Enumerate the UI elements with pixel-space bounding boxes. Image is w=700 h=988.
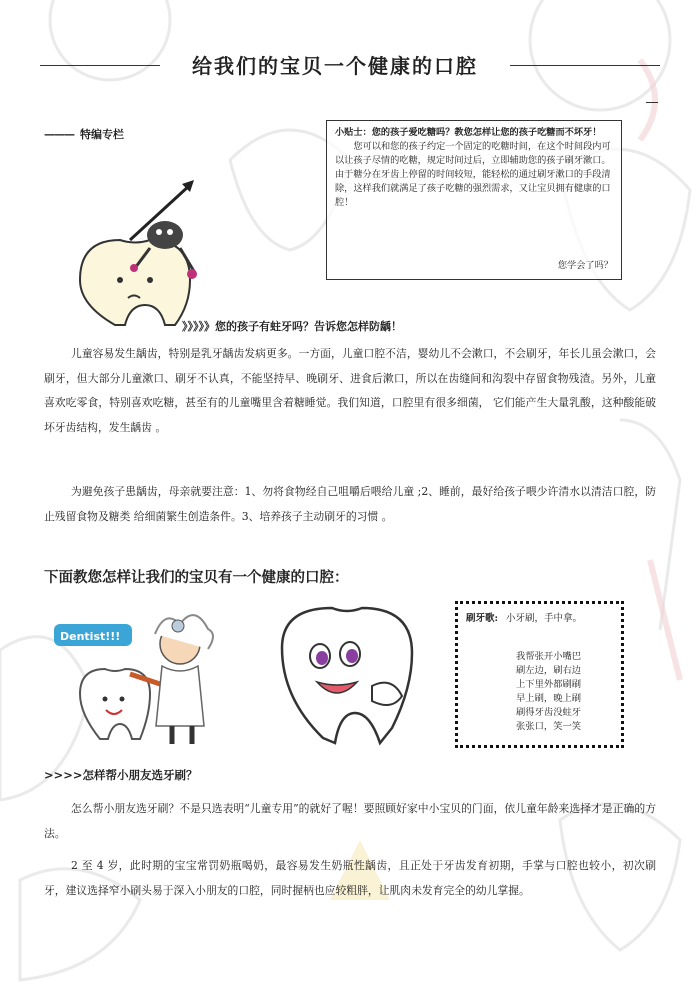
page-header xyxy=(40,50,660,80)
song-line: 张张口，笑一笑 xyxy=(516,721,582,732)
column-label xyxy=(44,126,124,142)
section-heading-cavity: 》》》》》您的孩子有蛀牙吗？告诉您怎样防龋！ xyxy=(182,320,402,333)
song-line: 刷左边，刷右边 xyxy=(516,665,582,676)
tip-title: 小贴士：您的孩子爱吃糖吗？教您怎样让您的孩子吃糖而不坏牙！ xyxy=(335,127,602,138)
column-name: 特编专栏 xyxy=(80,128,124,141)
paragraph-prevention: 为避免孩子患龋齿，母亲就要注意：1、勿将食物经自己咀嚼后喂给儿童 ;2、睡前，最好给孩子喂少许清水以清洁口腔，防止残留食物及糖类 给细菌繁生创造条件。3、培养孩子主动刷牙的习惯 。 xyxy=(44,485,656,523)
song-first-line: 小牙刷，手中拿。 xyxy=(506,613,583,624)
tip-box xyxy=(326,120,622,280)
teach-heading: 下面教您怎样让我们的宝贝有一个健康的口腔： xyxy=(44,570,349,586)
paragraph-age-2-4: 2 至 4 岁，此时期的宝宝常罚奶瓶喝奶，最容易发生奶瓶性龋齿，且正处于牙齿发育初期，手掌与口腔也较小，初次刷牙，建议选择窄小刷头易于深入小朋友的口腔，同时握柄也应较粗胖，让肌肉未发育完全的幼儿掌握。 xyxy=(44,859,656,897)
tip-body: 您可以和您的孩子约定一个固定的吃糖时间，在这个时间段内可以让孩子尽情的吃糖，规定时间过后，立即辅助您的孩子刷牙漱口。由于糖分在牙齿上停留的时间较短，能轻松的通过刷牙漱口的手段清除，这样我们就满足了孩子吃糖的强烈需求，又让宝贝拥有健康的口腔！ xyxy=(335,141,611,208)
paragraph-choose-brush: 怎么帮小朋友选牙刷？不是只选表明“儿童专用”的就好了喔！要照顾好家中小宝贝的门面，依儿童年龄来选择才是正确的方法。 xyxy=(44,802,656,840)
header-rule-left xyxy=(40,65,160,66)
paragraph-cavity-causes: 儿童容易发生龋齿，特别是乳牙龋齿发病更多。一方面，儿童口腔不洁，婴幼儿不会漱口，不会刷牙，年长儿虽会漱口，会刷牙，但大部分儿童漱口、刷牙不认真，不能坚持早、晚刷牙、进食后漱口，所以在齿缝间和沟裂中存留食物残渣。另外，儿童喜欢吃零食，特别喜欢吃糖，甚至有的儿童嘴里含着糖睡觉。我们知道，口腔里有很多细菌， 它们能产生大量乳酸，这种酸能破坏牙齿结构，发生龋齿 。 xyxy=(44,347,656,434)
page-title: 给我们的宝贝一个健康的口腔 xyxy=(192,54,478,78)
smiling-tooth-illustration xyxy=(262,598,422,758)
song-line: 上下里外都刷刷 xyxy=(516,679,582,690)
song-line: 我帮张开小嘴巴 xyxy=(516,651,582,662)
tip-closing: 您学会了吗？ xyxy=(557,260,613,271)
dentist-illustration xyxy=(50,604,230,750)
toothbrush-heading: >>>>怎样帮小朋友选牙刷？ xyxy=(44,768,198,782)
header-rule-right xyxy=(510,65,660,66)
tooth-germ-illustration xyxy=(70,170,220,330)
dentist-sign: Dentist!!! xyxy=(60,630,121,643)
song-lines xyxy=(516,650,581,734)
brushing-song-box xyxy=(455,601,624,748)
column-dash: ——— xyxy=(44,128,74,141)
song-line: 刷得牙齿没蛀牙 xyxy=(516,707,582,718)
song-line: 早上刷，晚上刷 xyxy=(516,693,582,704)
song-heading: 刷牙歌: xyxy=(466,613,499,624)
header-dash xyxy=(646,102,658,103)
